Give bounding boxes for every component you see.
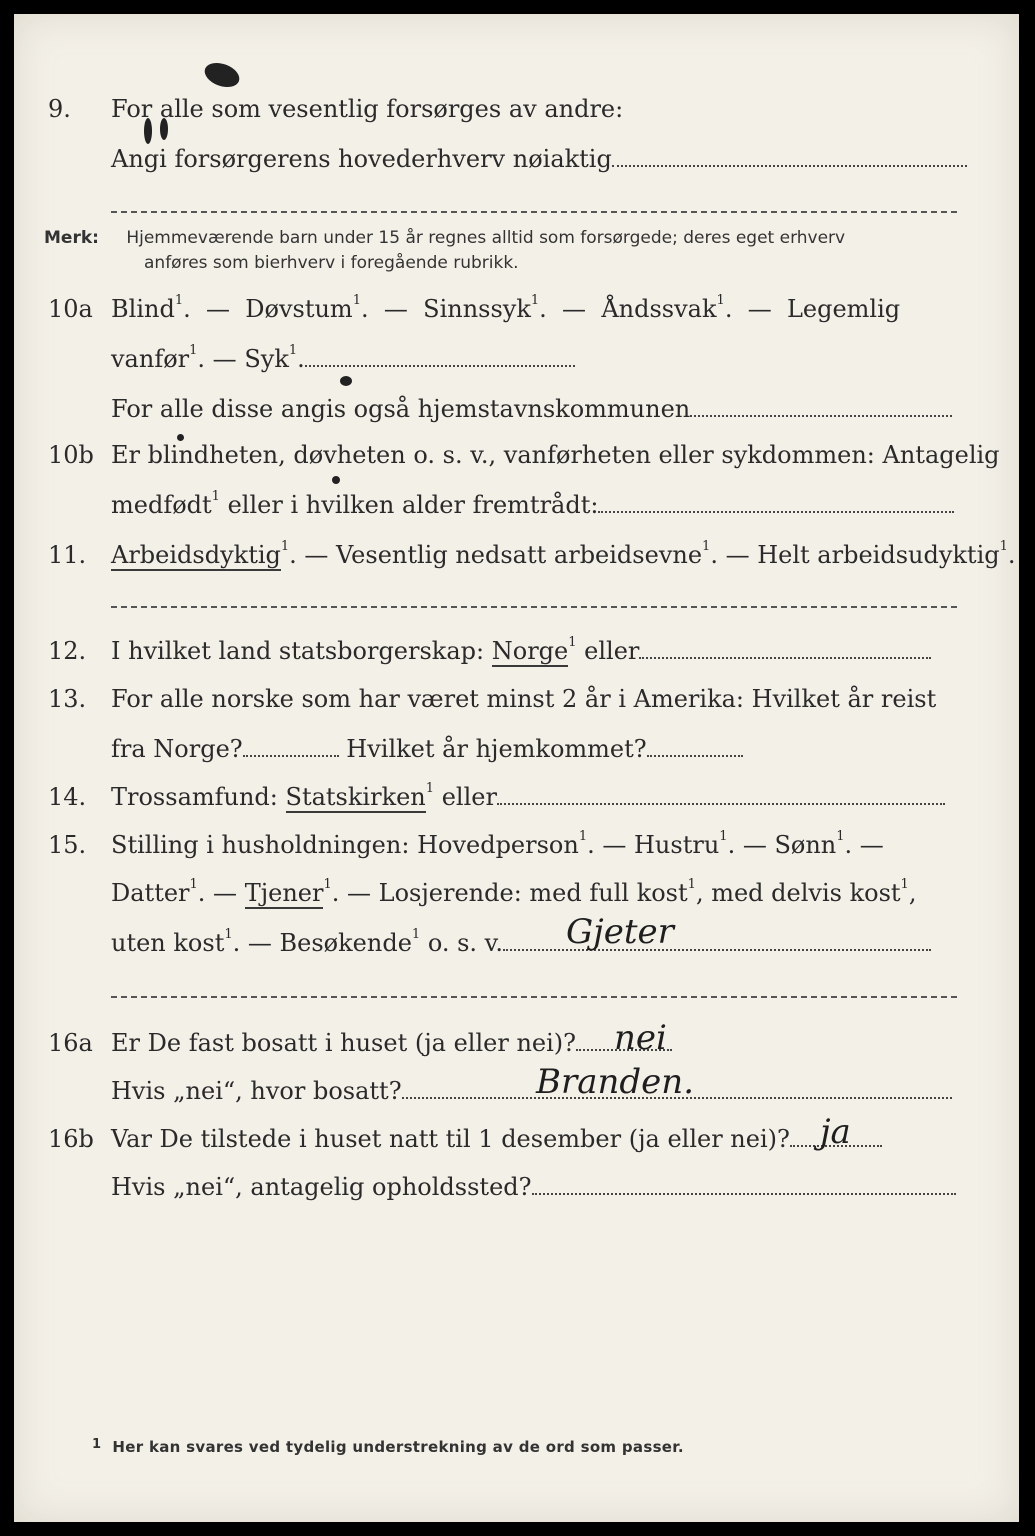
handwritten-answer: Gjeter: [566, 912, 674, 952]
answer-field[interactable]: [243, 737, 339, 757]
census-form-page: 9. For alle som vesentlig forsørges av andre: Angi forsørgerens hovederhverv nøiaktig Merk: Hjemmeværende barn under 15 år regnes alltid som forsørgede; deres eget erhverv anføres som bierhverv i foregående rubrikk. 10a Blind$^1$. — Døvstum$^1$. — Sinnssyk$^1$. — Åndssvak$^1$. — Legemlig vanfør$^1$. — Syk$^1$. For alle disse angis også hjemstavnskommunen 10b Er blindheten, døvheten o. s. v., vanførheten eller sykdommen: Antagelig medfødt$^1$ eller i hvilken alder fremtrådt: 11. Arbeidsdyktig$^1$. — Vesentlig nedsatt arbeidsevne$^1$. — Helt arbeidsudyktig$^1$. 12. I hvilket land statsborgerskap: Norge$^1$ eller 13. For alle norske som har været minst 2 år i Amerika: Hvilket år reist fra Norge? Hvilket år hjemkommet? 14. Trossamfund: Statskirken$^1$ eller 15. Stilling i husholdningen: Hovedperson$^1$. — Hustru$^1$. — Sønn$^1$. — Datter$^1$. — Tjener$^1$. — Losjerende: med full kost$^1$, med delvis kost$^1$, uten kost$^1$. — Besøkende$^1$ o. s. v. Gjeter 16a Er De fast bosatt i huset (ja eller nei)? nei Hvis „nei“, hvor bosatt? Branden. 16b Var De tilstede i huset natt til 1 desember (ja eller nei)? ja Hvis „nei“, antagelig opholdssted? $^1$ Her kan svares ved tydelig understrekning av de ord som passer.: [14, 14, 1019, 1522]
ink-blot: [332, 476, 340, 484]
answer-field[interactable]: [532, 1175, 956, 1195]
footnote: $^1$ Her kan svares ved tydelig understrekning av de ord som passer.: [92, 1437, 684, 1456]
item-number: 15.: [48, 831, 87, 859]
underlined-choice: Arbeidsdyktig: [111, 541, 281, 569]
note-label: Merk:: [44, 228, 99, 248]
item-10a-options: Blind$^1$. — Døvstum$^1$. — Sinnssyk$^1$. — Åndssvak$^1$. — Legemlig: [111, 293, 901, 323]
answer-field[interactable]: [639, 639, 931, 659]
answer-field[interactable]: [305, 347, 575, 367]
handwritten-answer: Branden.: [536, 1062, 694, 1102]
ink-blot: [340, 376, 352, 386]
item-number: 13.: [48, 685, 87, 713]
item-number: 14.: [48, 783, 87, 811]
divider: [111, 996, 957, 998]
underlined-choice: Tjener: [244, 879, 324, 907]
item-13-line-1: For alle norske som har været minst 2 år i Amerika: Hvilket år reist: [111, 685, 937, 713]
item-9-line-1: For alle som vesentlig forsørges av andre:: [111, 95, 624, 123]
note-text: Hjemmeværende barn under 15 år regnes alltid som forsørgede; deres eget erhverv: [126, 228, 846, 248]
item-number: 10b: [48, 441, 94, 469]
underlined-choice: Statskirken: [285, 783, 426, 811]
item-10b-line-1: Er blindheten, døvheten o. s. v., vanførheten eller sykdommen: Antagelig: [111, 441, 1000, 469]
item-number: 12.: [48, 637, 87, 665]
answer-field[interactable]: [598, 493, 954, 513]
handwritten-answer: ja: [820, 1112, 851, 1152]
underlined-choice: Norge: [491, 637, 569, 665]
answer-field[interactable]: [647, 737, 743, 757]
note: [44, 226, 979, 276]
item-9-line-2: Angi forsørgerens hovederhverv nøiaktig: [111, 144, 967, 174]
note-text: anføres som bierhverv i foregående rubrikk.: [144, 253, 519, 273]
answer-field[interactable]: [690, 397, 952, 417]
ink-blot: [201, 59, 242, 92]
item-number: 16a: [48, 1029, 93, 1057]
divider: [111, 606, 957, 608]
item-number: 16b: [48, 1125, 94, 1153]
answer-field[interactable]: [497, 785, 945, 805]
divider: [111, 211, 957, 213]
handwritten-answer: nei: [614, 1018, 667, 1058]
answer-field[interactable]: [612, 147, 967, 167]
item-number: 10a: [48, 295, 93, 323]
item-number: 9.: [48, 95, 71, 123]
item-number: 11.: [48, 541, 87, 569]
